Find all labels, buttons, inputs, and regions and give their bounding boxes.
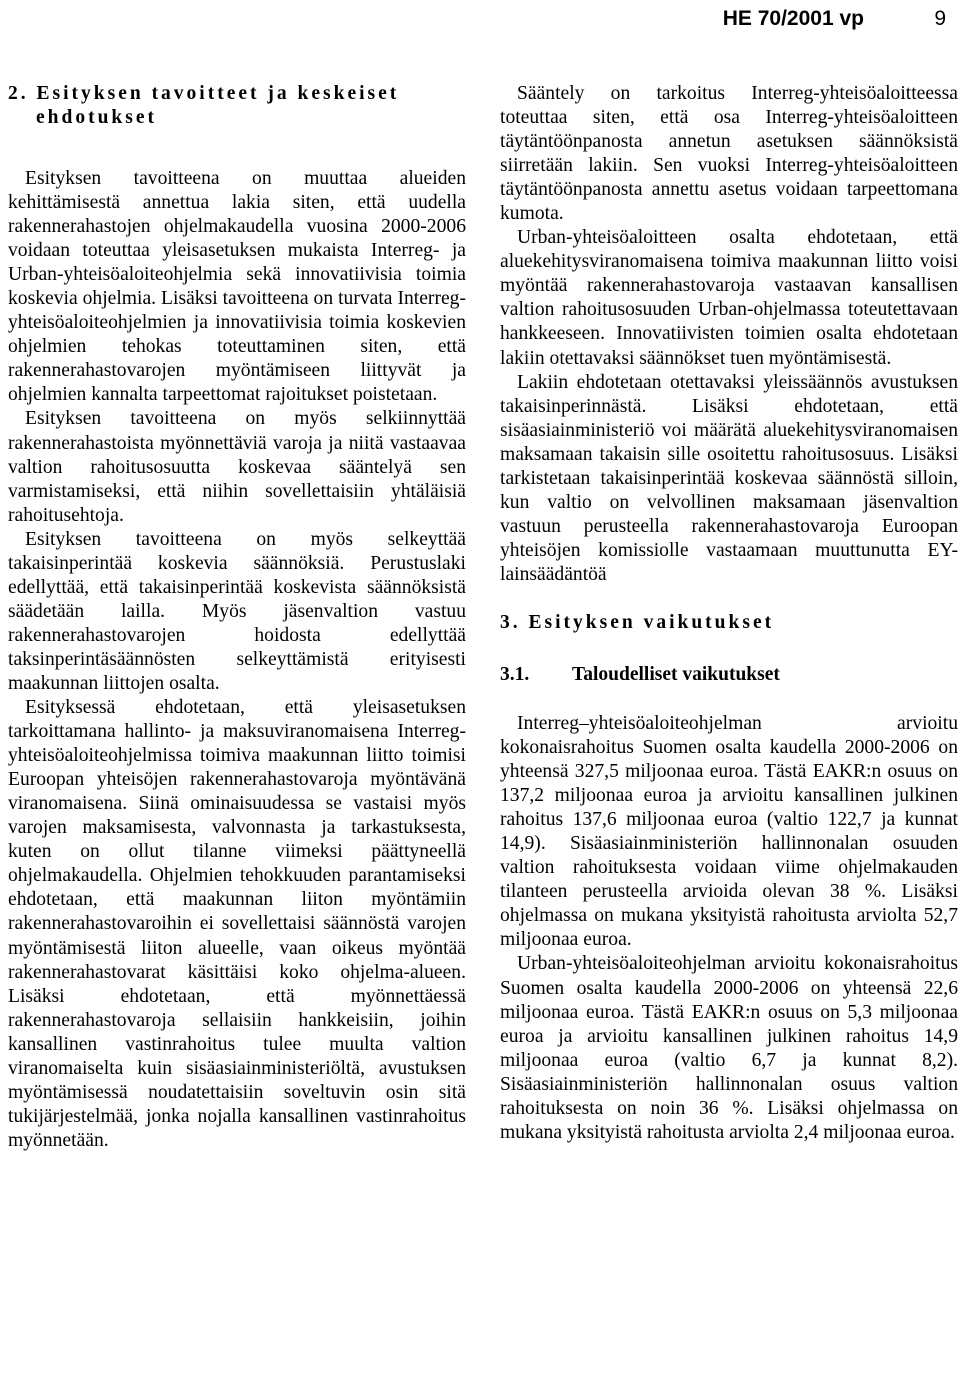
- section-heading-2: 2. Esityksen tavoitteet ja keskeiset ehdotukset: [8, 83, 400, 128]
- subsection-title: Taloudelliset vaikutukset: [572, 663, 780, 685]
- paragraph-interreg-financing: Interreg–yhteisöaloiteohjelman arvioitu kokonaisrahoitus Suomen osalta kaudella 2000-2006 on yhteensä 327,5 miljoonaa euroa. Tästä EAKR:n osuus on 137,2 miljoonaa euroa ja arvioitu kansallinen julkinen rahoitus 137,6 miljoonaa euroa (valtio 122,7 ja kunnat 14,9). Sisäasiainministeriön hallinnonalan osuuden valtion rahoituksesta voidaan viime ohjelmakauden tilanteen perusteella arvioida olevan 38 %. Lisäksi ohjelmassa on mukana yksityistä rahoitusta arviolta 52,7 miljoonaa euroa.: [500, 712, 958, 951]
- paragraph-regulation: Sääntely on tarkoitus Interreg-yhteisöaloitteessa toteuttaa siten, että osa Interreg-yhteisöaloitteen täytäntöönpanosta annetun asetuksen säännöksistä siirretään lakiin. Sen vuoksi Interreg-yhteisöaloitteen täytäntöönpanosta annettu asetus voidaan tarpeettomana kumota.: [500, 83, 958, 225]
- subsection-heading: [500, 663, 958, 687]
- paragraph-urban-financing: Urban-yhteisöaloiteohjelman arvioitu kokonaisrahoitus Suomen osalta kaudella 2000-2006 on yhteensä 22,6 miljoonaa euroa. Tästä EAKR:n osuus on 5,3 miljoonaa euroa ja arvioitu kansallinen julkinen rahoitus 14,9 miljoonaa euroa (valtio 6,7 ja kunnat 8,2). Sisäasiainministeriön hallinnonalan osuus valtion rahoituksesta on noin 36 %. Lisäksi ohjelmassa on mukana yksityistä rahoitusta arviolta 2,4 miljoonaa euroa.: [500, 953, 958, 1143]
- document-id: HE 70/2001 vp: [722, 7, 864, 30]
- paragraph-urban: Urban-yhteisöaloitteen osalta ehdotetaan, että aluekehitysviranomaisena toimiva maakunnan liitto voisi myöntää rakennerahastovaroja vastaavan kansallisen valtion rahoitusosuuden Urban-ohjelmassa toteutettavaan hankkeeseen. Innovatiivisten toimien osalta ehdotetaan lakiin otettavaksi säännökset tuen myöntämisestä.: [500, 227, 958, 369]
- left-column: [8, 82, 466, 1153]
- subsection-number: 3.1.: [500, 663, 530, 685]
- page-number: 9: [934, 7, 946, 30]
- paragraph-proposals: Esityksessä ehdotetaan, että yleisasetuksen tarkoittamana hallinto- ja maksuviranomaisena Interreg-yhteisöaloiteohjelmissa toimiva maakunnan liitto toimisi Euroopan yhteisöjen rakennerahastovaroja myöntävänä viranomaisena. Siinä ominaisuudessa se vastaisi myös varojen maksamisesta, valvonnasta ja tarkastuksesta, kuten on ollut tilanne viimeksi päättyneellä ohjelmakaudella. Ohjelmien tehokkuuden parantamiseksi ehdotetaan, että maakunnan liiton myöntämiin rakennerahastovaroihin ei sovellettaisi säännöstä varojen myöntämisestä liiton alueelle, vaan oikeus myöntää rakennerahastovarat käsittäisi koko ohjelma-alueen. Lisäksi ehdotetaan, että myönnettäessä rakennerahastovaroja sellaisiin hankkeisiin, joihin kansallinen vastinrahoitus tulee muulta valtion viranomaiselta kuin sisäasiainministeriöltä, avustuksen myöntämisessä noudatettaisiin soveltuvin osin sitä tukijärjestelmää, jonka nojalla kansallinen vastinrahoitus myönnetään.: [8, 697, 466, 1151]
- right-column: [500, 82, 958, 1145]
- paragraph-recovery-general: Lakiin ehdotetaan otettavaksi yleissäännös avustuksen takaisinperinnästä. Lisäksi ehdotetaan, että sisäasiainministeriö voi määrätä aluekehitysviranomaisen maksamaan takaisin sille osoitettu rahoitusosuus. Lisäksi tarkistetaan takaisinperintää koskevaa säännöstä silloin, kun valtio on velvollinen maksamaan jäsenvaltion vastuun perusteella rakennerahastovaroja Euroopan yhteisöjen komissiolle vastaamaan muuttunutta EY-lainsäädäntöä: [500, 371, 958, 585]
- paragraph-goals: Esityksen tavoitteena on muuttaa alueiden kehittämisestä annettua lakia siten, että uudella rakennerahastojen ohjelmakaudella vuosina 2000-2006 voidaan toteuttaa yleisasetuksen mukaista Interreg- ja Urban-yhteisöaloiteohjelmia sekä innovatiivisia toimia koskevia ohjelmia. Lisäksi tavoitteena on turvata Interreg-yhteisöaloiteohjelmien ja innovatiivisia toimia koskevien ohjelmien tehokas toteuttaminen siten, että rakennerahastovarojen myöntämiseen liittyvät ja ohjelmien kannalta tarpeettomat rajoitukset poistetaan.: [8, 168, 466, 406]
- paragraph-clarify-rules: Esityksen tavoitteena on myös selkiinnyttää rakennerahastoista myönnettäviä varoja ja niitä vastaavaa valtion rahoitusosuutta koskevaa sääntelyä sen varmistamiseksi, että niihin sovellettaisiin yhtäläisiä rahoitusehtoja.: [8, 408, 466, 526]
- paragraph-recovery: Esityksen tavoitteena on myös selkeyttää takaisinperintää koskevia säännöksiä. Perustuslaki edellyttää, että takaisinperintää koskevista säännöksistä säädetään lailla. Myös jäsenvaltion vastuu rakennerahastovarojen hoidosta edellyttää taksinperintäsäännösten selkeyttämistä erityisesti maakunnan liittojen osalta.: [8, 528, 466, 694]
- section-heading-3: 3. Esityksen vaikutukset: [500, 611, 775, 633]
- page-header: [0, 6, 960, 32]
